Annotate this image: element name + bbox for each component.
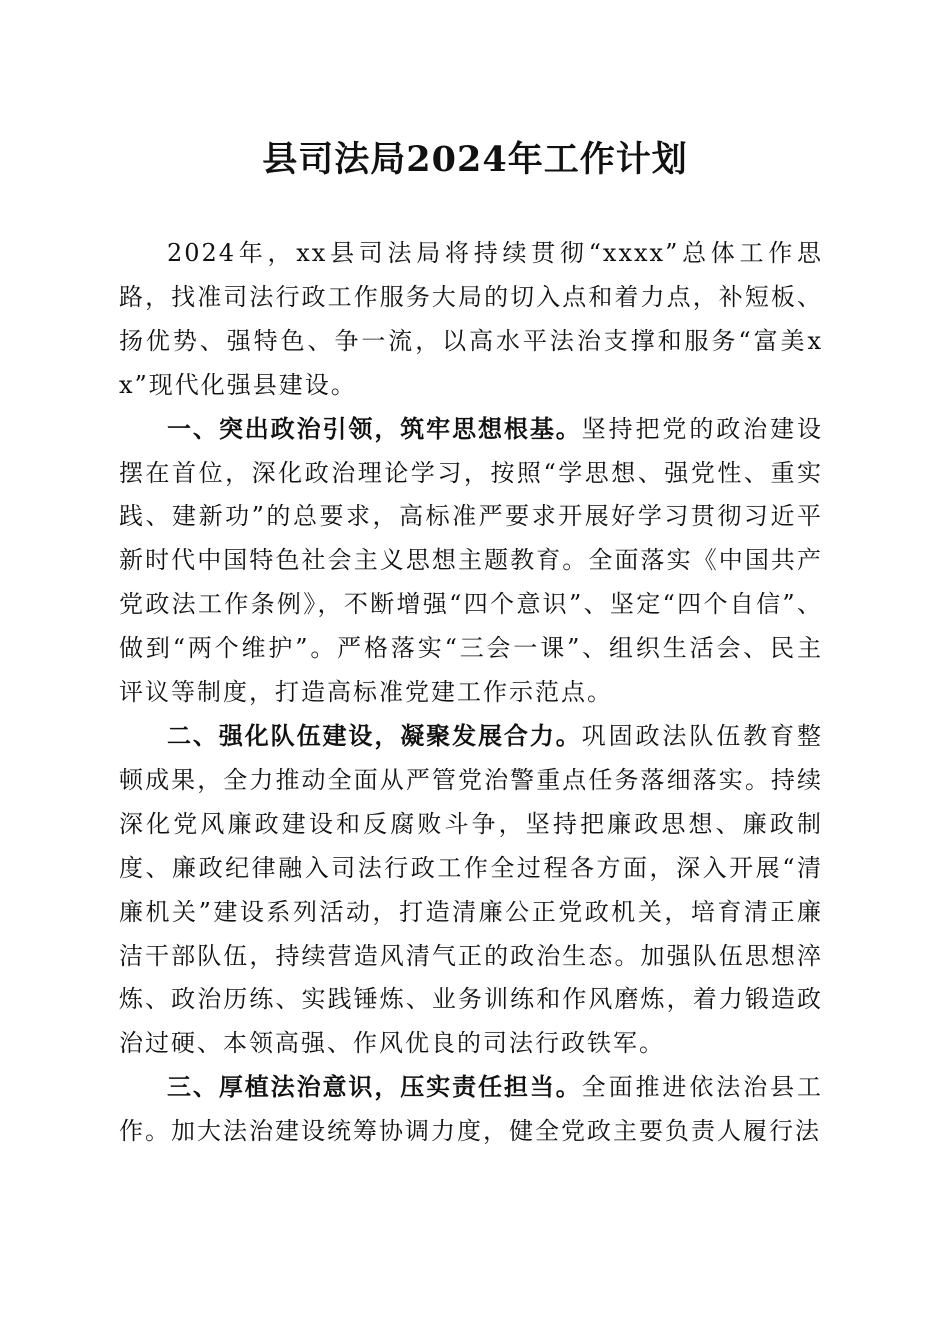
section-3-paragraph (119, 1066, 823, 1154)
section-1-paragraph (119, 408, 823, 715)
section-3-heading: 三、厚植法治意识，压实责任担当。 (167, 1073, 582, 1102)
section-2-heading: 二、强化队伍建设，凝聚发展合力。 (167, 721, 582, 750)
document-body (119, 232, 823, 1154)
section-3-body: 全面推进依法治县工作。加大法治建设统筹协调力度，健全党政主要负责人履行法 (119, 1073, 824, 1146)
section-2-paragraph (119, 715, 823, 1066)
section-1-body: 坚持把党的政治建设摆在首位，深化政治理论学习，按照“学思想、强党性、重实践、建新功”的总要求，高标准严要求开展好学习贯彻习近平新时代中国特色社会主义思想主题教育。全面落实《中国共产党政法工作条例》，不断增强“四个意识”、坚定“四个自信”、做到“两个维护”。严格落实“三会一课”、组织生活会、民主评议等制度，打造高标准党建工作示范点。 (119, 414, 824, 707)
intro-paragraph: 2024年，xx县司法局将持续贯彻“xxxx”总体工作思路，找准司法行政工作服务大局的切入点和着力点，补短板、扬优势、强特色、争一流，以高水平法治支撑和服务“富美xx”现代化强县建设。 (119, 239, 823, 399)
document-title: 县司法局2024年工作计划 (262, 139, 688, 180)
section-1-heading: 一、突出政治引领，筑牢思想根基。 (167, 414, 582, 443)
section-2-body: 巩固政法队伍教育整顿成果，全力推动全面从严管党治警重点任务落细落实。持续深化党风廉政建设和反腐败斗争，坚持把廉政思想、廉政制度、廉政纪律融入司法行政工作全过程各方面，深入开展“清廉机关”建设系列活动，打造清廉公正党政机关，培育清正廉洁干部队伍，持续营造风清气正的政治生态。加强队伍思想淬炼、政治历练、实践锤炼、业务训练和作风磨炼，着力锻造政治过硬、本领高强、作风优良的司法行政铁军。 (119, 721, 824, 1058)
